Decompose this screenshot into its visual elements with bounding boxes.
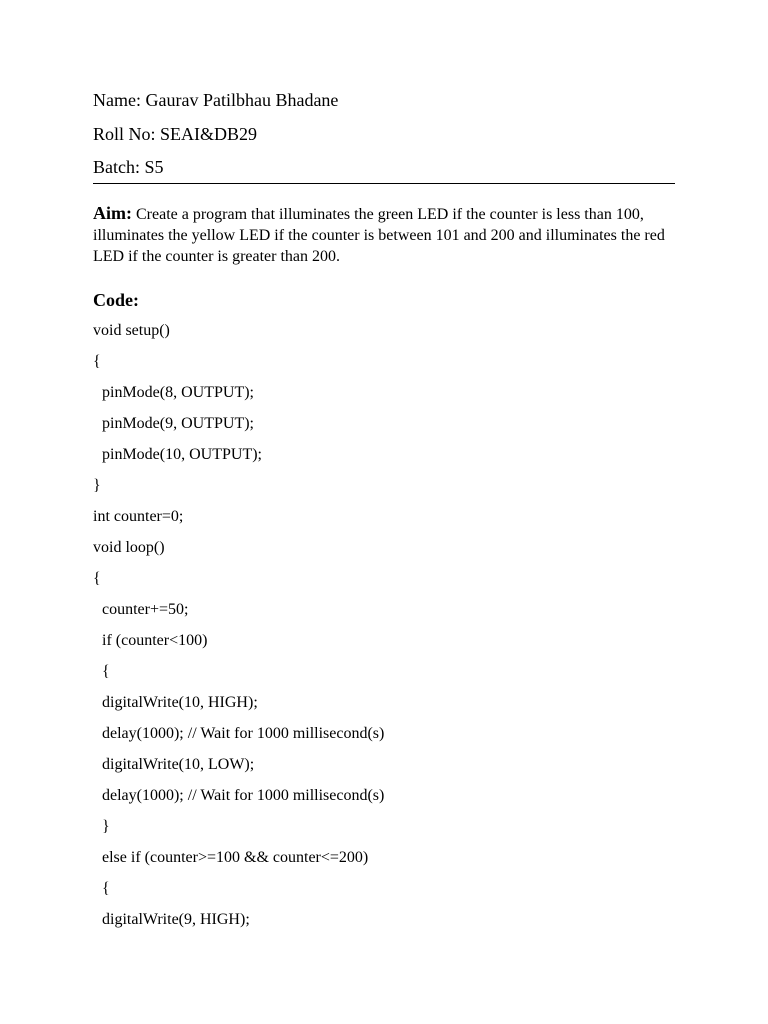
- code-line: void loop(): [93, 539, 165, 556]
- code-line: {: [93, 570, 101, 587]
- code-line: {: [93, 353, 101, 370]
- aim-text: Create a program that illuminates the green LED if the counter is less than 100, illuminates the yellow LED if the counter is between 101 and 200 and illuminates the red LED if the counter is greater than 200.: [93, 206, 665, 265]
- code-line: pinMode(10, OUTPUT);: [102, 446, 262, 463]
- code-line: digitalWrite(10, HIGH);: [102, 694, 258, 711]
- code-line: digitalWrite(10, LOW);: [102, 756, 255, 773]
- student-name: Name: Gaurav Patilbhau Bhadane: [93, 90, 339, 110]
- code-line: delay(1000); // Wait for 1000 millisecond(s): [102, 787, 385, 804]
- code-line: void setup(): [93, 322, 170, 339]
- code-line: digitalWrite(9, HIGH);: [102, 911, 250, 928]
- code-line: pinMode(8, OUTPUT);: [102, 384, 254, 401]
- code-line: {: [102, 663, 110, 680]
- code-line: }: [102, 818, 110, 835]
- code-line: pinMode(9, OUTPUT);: [102, 415, 254, 432]
- code-line: if (counter<100): [102, 632, 208, 649]
- aim-paragraph: [93, 203, 683, 267]
- header-divider: [93, 183, 675, 184]
- code-line: int counter=0;: [93, 508, 184, 525]
- code-line: {: [102, 880, 110, 897]
- code-line: delay(1000); // Wait for 1000 millisecond(s): [102, 725, 385, 742]
- roll-number: Roll No: SEAI&DB29: [93, 124, 258, 144]
- batch: Batch: S5: [93, 157, 164, 177]
- aim-label: Aim:: [93, 203, 132, 223]
- code-line: else if (counter>=100 && counter<=200): [102, 849, 369, 866]
- code-line: counter+=50;: [102, 601, 189, 618]
- code-line: }: [93, 477, 101, 494]
- code-heading: Code:: [93, 290, 139, 310]
